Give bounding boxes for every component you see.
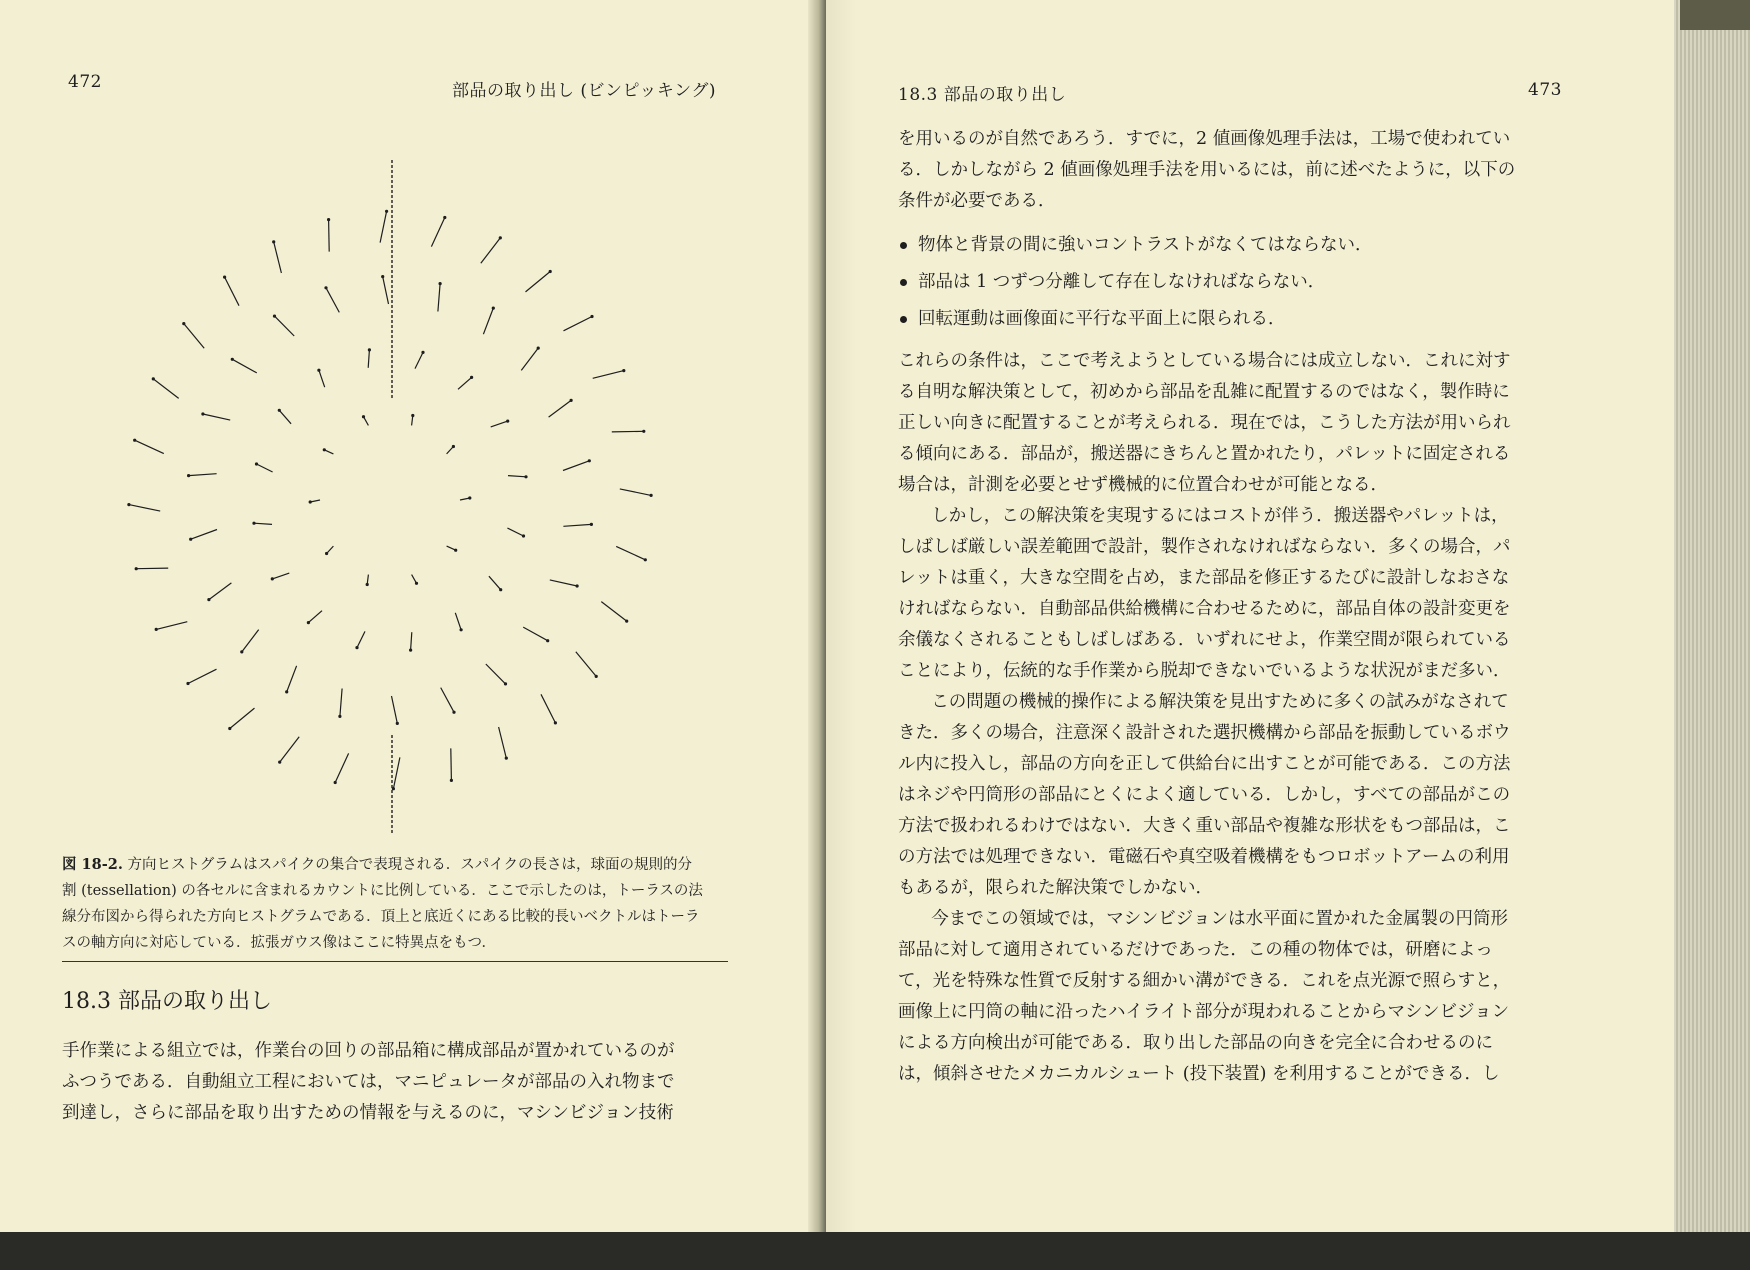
text-line: 正しい向きに配置することが考えられる．現在では，こうした方法が用いられ: [898, 413, 1511, 433]
text-line: しばしば厳しい誤差範囲で設計，製作されなければならない．多くの場合，パ: [898, 537, 1511, 557]
histogram-spike-tip: [334, 781, 337, 784]
histogram-spike: [521, 348, 538, 370]
histogram-spike-tip: [396, 722, 399, 725]
right-page: [826, 0, 1674, 1242]
histogram-spike-tip: [307, 621, 310, 624]
histogram-spike-tip: [207, 598, 210, 601]
caption-line: 線分布図から得られた方向ヒストグラムである．頂上と底近くにある比較的長いベクトルはトーラ: [62, 909, 700, 925]
histogram-spike-tip: [223, 276, 226, 279]
histogram-spike: [203, 414, 230, 420]
histogram-spike: [153, 379, 178, 399]
histogram-spike-tip: [155, 628, 158, 631]
histogram-spike: [612, 431, 644, 432]
histogram-spike-tip: [338, 715, 341, 718]
histogram-spike: [523, 627, 548, 641]
text-line: て，光を特殊な性質で反射する細かい溝ができる．これを点光源で照らすと，: [898, 971, 1511, 991]
list-item: 回転運動は画像面に平行な平面上に限られる．: [898, 301, 1590, 338]
text-line: る傾向にある．部品が，搬送器にきちんと置かれたり，パレットに固定される: [898, 444, 1511, 464]
histogram-spike: [136, 568, 168, 569]
histogram-spike-tip: [327, 218, 330, 221]
text-line: 今までこの領域では，マシンビジョンは水平面に置かれた金属製の円筒形: [931, 909, 1508, 929]
histogram-spike: [431, 218, 444, 247]
histogram-spike: [280, 737, 300, 762]
histogram-spike: [275, 316, 295, 336]
running-head-right: 18.3 部品の取り出し: [898, 85, 1067, 105]
histogram-spike: [254, 523, 272, 524]
histogram-spike: [319, 370, 325, 387]
histogram-spike-tip: [411, 414, 414, 417]
histogram-spike-tip: [415, 582, 418, 585]
histogram-spike-tip: [554, 721, 557, 724]
histogram-spike: [225, 277, 239, 306]
histogram-spike: [272, 573, 289, 579]
histogram-spike-tip: [590, 315, 593, 318]
histogram-spike-tip: [590, 523, 593, 526]
histogram-spike: [483, 308, 493, 334]
histogram-spike: [576, 652, 596, 677]
histogram-spike-tip: [127, 503, 130, 506]
histogram-spike-tip: [506, 420, 509, 423]
section-heading: 18.3 部品の取り出し: [62, 989, 272, 1014]
histogram-spike-tip: [135, 567, 138, 570]
histogram-spike: [486, 664, 506, 684]
figure-number: 図 18-2.: [62, 856, 123, 873]
page-number-left: 472: [68, 72, 102, 92]
histogram-spike-tip: [576, 584, 579, 587]
text-line: 部品に対して適用されているだけであった．この種の物体では，研磨によっ: [898, 940, 1493, 960]
histogram-spike-tip: [588, 459, 591, 462]
bullet-icon: [900, 242, 907, 249]
histogram-spike: [383, 277, 389, 304]
text-line: の方法では処理できない．電磁石や真空吸着機構をもつロボットアームの利用: [898, 847, 1510, 867]
histogram-spike: [451, 748, 452, 780]
histogram-spike-tip: [271, 577, 274, 580]
histogram-spike-tip: [381, 275, 384, 278]
caption-rule: [62, 961, 728, 962]
histogram-spike: [481, 238, 501, 263]
histogram-spike: [563, 461, 589, 471]
histogram-spike: [230, 708, 255, 728]
text-line: 到達し，さらに部品を取り出すための情報を与えるのに，マシンビジョン技術: [62, 1103, 674, 1123]
text-line: 条件が必要である．: [898, 191, 1056, 211]
histogram-spike: [335, 753, 348, 782]
histogram-spike: [274, 242, 282, 273]
histogram-spike-tip: [323, 448, 326, 451]
histogram-spike-tip: [228, 727, 231, 730]
histogram-spike: [329, 220, 330, 252]
histogram-spike-tip: [650, 494, 653, 497]
text-line: による方向検出が可能である．取り出した部品の向きを完全に合わせるのに: [898, 1033, 1493, 1053]
histogram-spike-tip: [182, 322, 185, 325]
histogram-spike-tip: [317, 369, 320, 372]
histogram-spike: [308, 611, 322, 623]
page-number-right: 473: [1528, 80, 1562, 100]
histogram-spike-tip: [152, 377, 155, 380]
histogram-spike-tip: [385, 210, 388, 213]
text-line: ければならない．自動部品供給機構に合わせるために，部品自体の設計変更を: [898, 599, 1511, 619]
histogram-spike: [380, 211, 387, 242]
text-line: きた．多くの場合，注意深く設計された選択機構から部品を振動しているボウ: [898, 723, 1511, 743]
histogram-spike: [411, 632, 412, 650]
histogram-spike-tip: [252, 522, 255, 525]
histogram-spike: [242, 630, 259, 652]
histogram-spike-tip: [325, 552, 328, 555]
histogram-spike-tip: [133, 439, 136, 442]
histogram-spike-tip: [546, 639, 549, 642]
histogram-spike-tip: [625, 620, 628, 623]
histogram-spike-tip: [460, 628, 463, 631]
text-line: ル内に投入し，部品の方向を正して供給台に出すことが可能である．この方法: [898, 754, 1511, 774]
histogram-spike: [257, 464, 273, 472]
histogram-spike: [593, 371, 624, 379]
histogram-spike-tip: [505, 757, 508, 760]
histogram-spike: [441, 688, 454, 713]
histogram-spike-tip: [595, 675, 598, 678]
histogram-spike-tip: [549, 270, 552, 273]
histogram-spike: [357, 631, 365, 647]
histogram-spike-tip: [644, 558, 647, 561]
histogram-spike-tip: [421, 351, 424, 354]
histogram-spike-tip: [452, 711, 455, 714]
book-gutter: [808, 0, 826, 1232]
histogram-spike: [279, 410, 291, 424]
histogram-spike: [156, 622, 187, 630]
text-line: を用いるのが自然であろう．すでに，2 値画像処理手法は，工場で使われてい: [898, 129, 1511, 149]
histogram-spike-tip: [362, 415, 365, 418]
text-line: レットは重く，大きな空間を占め，また部品を修正するたびに設計しなおさな: [898, 568, 1510, 588]
histogram-spike: [491, 421, 508, 427]
histogram-spike-tip: [368, 348, 371, 351]
histogram-spike-tip: [285, 690, 288, 693]
text-line: この問題の機械的操作による解決策を見出すために多くの試みがなされて: [931, 692, 1509, 712]
text-line: 場合は，計測を必要とせず機械的に位置合わせが可能となる．: [898, 475, 1388, 495]
histogram-spike: [489, 576, 501, 590]
running-head-left: 部品の取り出し (ビンピッキング): [452, 81, 716, 101]
histogram-spike: [189, 474, 217, 476]
left-page: [0, 0, 820, 1232]
list-item: 物体と背景の間に強いコントラストがなくてはならない．: [898, 227, 1590, 264]
histogram-spike: [287, 666, 297, 692]
histogram-spike-tip: [278, 761, 281, 764]
histogram-spike-tip: [366, 583, 369, 586]
histogram-spike: [188, 669, 217, 683]
histogram-spike: [135, 440, 164, 453]
histogram-spike: [326, 288, 339, 313]
text-line: 方法で扱われるわけではない．大きく重い部品や複雑な形状をもつ部品は，こ: [898, 816, 1511, 836]
histogram-spike-tip: [537, 347, 540, 350]
histogram-spike-tip: [450, 779, 453, 782]
histogram-spike: [393, 757, 400, 788]
right-body-text: [898, 124, 1590, 1090]
histogram-spike-tip: [642, 430, 645, 433]
histogram-spike: [232, 359, 256, 373]
text-line: しかし，この解決策を実現するにはコストが伴う．搬送器やパレットは，: [931, 506, 1509, 526]
histogram-spike-tip: [186, 682, 189, 685]
histogram-spike: [209, 583, 232, 600]
histogram-spike: [191, 530, 217, 540]
histogram-spike: [550, 580, 577, 586]
text-line: これらの条件は，ここで考えようとしている場合には成立しない．これに対す: [898, 351, 1511, 371]
text-line: ことにより，伝統的な手作業から脱却できないでいるような状況がまだ多い．: [898, 661, 1511, 681]
text-line: ふつうである．自動組立工程においては，マニピュレータが部品の入れ物まで: [62, 1072, 675, 1092]
histogram-spike: [526, 272, 551, 292]
histogram-spike-tip: [470, 376, 473, 379]
text-line: は，傾斜させたメカニカルシュート (投下装置) を利用することができる．し: [898, 1064, 1500, 1084]
histogram-spike: [129, 505, 160, 512]
histogram-spike-tip: [504, 682, 507, 685]
histogram-spike-tip: [468, 496, 471, 499]
text-line: る自明な解決策として，初めから部品を乱雑に配置するのではなく，製作時に: [898, 382, 1510, 402]
bullet-icon: [900, 279, 907, 286]
histogram-spike-tip: [570, 399, 573, 402]
page-block-edge: [1674, 0, 1750, 1270]
histogram-spike-tip: [278, 409, 281, 412]
direction-histogram-figure: [120, 150, 680, 840]
list-item: 部品は 1 つずつ分離して存在しなければならない．: [898, 264, 1590, 301]
histogram-spike-tip: [309, 500, 312, 503]
histogram-spike: [620, 489, 651, 496]
histogram-spike-tip: [499, 588, 502, 591]
histogram-spike-tip: [522, 534, 525, 537]
text-line: 余儀なくされることもしばしばある．いずれにせよ，作業空間が限られている: [898, 630, 1511, 650]
histogram-spike: [340, 689, 342, 717]
text-line: 画像上に円筒の軸に沿ったハイライト部分が現われることからマシンビジョン: [898, 1002, 1510, 1022]
text-line: もあるが，限られた解決策でしかない．: [898, 878, 1213, 898]
table-surface: [0, 1232, 1750, 1270]
histogram-spike: [415, 352, 423, 368]
histogram-spike: [455, 613, 461, 630]
histogram-spike-tip: [240, 650, 243, 653]
caption-line: スの軸方向に対応している．拡張ガウス像はここに特異点をもつ．: [62, 935, 496, 951]
figure-caption: [62, 852, 728, 956]
text-line: る．しかしながら 2 値画像処理手法を用いるには，前に述べたように，以下の: [898, 160, 1516, 180]
histogram-spike-tip: [492, 307, 495, 310]
histogram-spike-tip: [622, 369, 625, 372]
condition-list: [898, 227, 1590, 338]
histogram-spike-tip: [255, 462, 258, 465]
histogram-spike-tip: [392, 787, 395, 790]
histogram-spike-tip: [231, 358, 234, 361]
left-body-paragraph: [62, 1036, 742, 1129]
histogram-spike: [508, 476, 526, 477]
book-cover-corner: [1680, 0, 1750, 30]
histogram-spike-tip: [324, 286, 327, 289]
histogram-spike-tip: [187, 474, 190, 477]
histogram-spike-tip: [272, 240, 275, 243]
histogram-spike-tip: [452, 445, 455, 448]
histogram-spike: [563, 524, 591, 526]
histogram-spike-tip: [189, 538, 192, 541]
histogram-spike: [184, 324, 204, 349]
histogram-spike-tip: [439, 282, 442, 285]
text-line: 手作業による組立では，作業台の回りの部品箱に構成部品が置かれているのが: [62, 1041, 675, 1061]
histogram-spike-tip: [499, 236, 502, 239]
bullet-icon: [900, 316, 907, 323]
histogram-spike: [564, 317, 593, 331]
histogram-spike: [368, 350, 369, 368]
text-line: はネジや円筒形の部品にとくによく適している．しかし，すべての部品がこの: [898, 785, 1511, 805]
histogram-spike: [499, 727, 507, 758]
histogram-spike-tip: [443, 216, 446, 219]
histogram-spike: [458, 377, 472, 389]
histogram-spike-tip: [454, 549, 457, 552]
caption-line: 割 (tessellation) の各セルに含まれるカウントに比例している．ここで示したのは，トーラスの法: [62, 883, 703, 899]
histogram-spike: [601, 602, 626, 622]
histogram-spike-tip: [355, 646, 358, 649]
histogram-spike: [507, 528, 523, 536]
histogram-spike-tip: [409, 649, 412, 652]
histogram-spike: [541, 694, 555, 723]
histogram-spike: [438, 284, 440, 312]
histogram-spike: [392, 696, 398, 723]
histogram-spike: [549, 400, 572, 417]
histogram-spike-tip: [201, 412, 204, 415]
histogram-spike: [616, 546, 645, 559]
caption-line: 方向ヒストグラムはスパイクの集合で表現される．スパイクの長さは，球面の規則的分: [127, 857, 692, 873]
histogram-spike-tip: [524, 475, 527, 478]
histogram-spike-tip: [273, 315, 276, 318]
